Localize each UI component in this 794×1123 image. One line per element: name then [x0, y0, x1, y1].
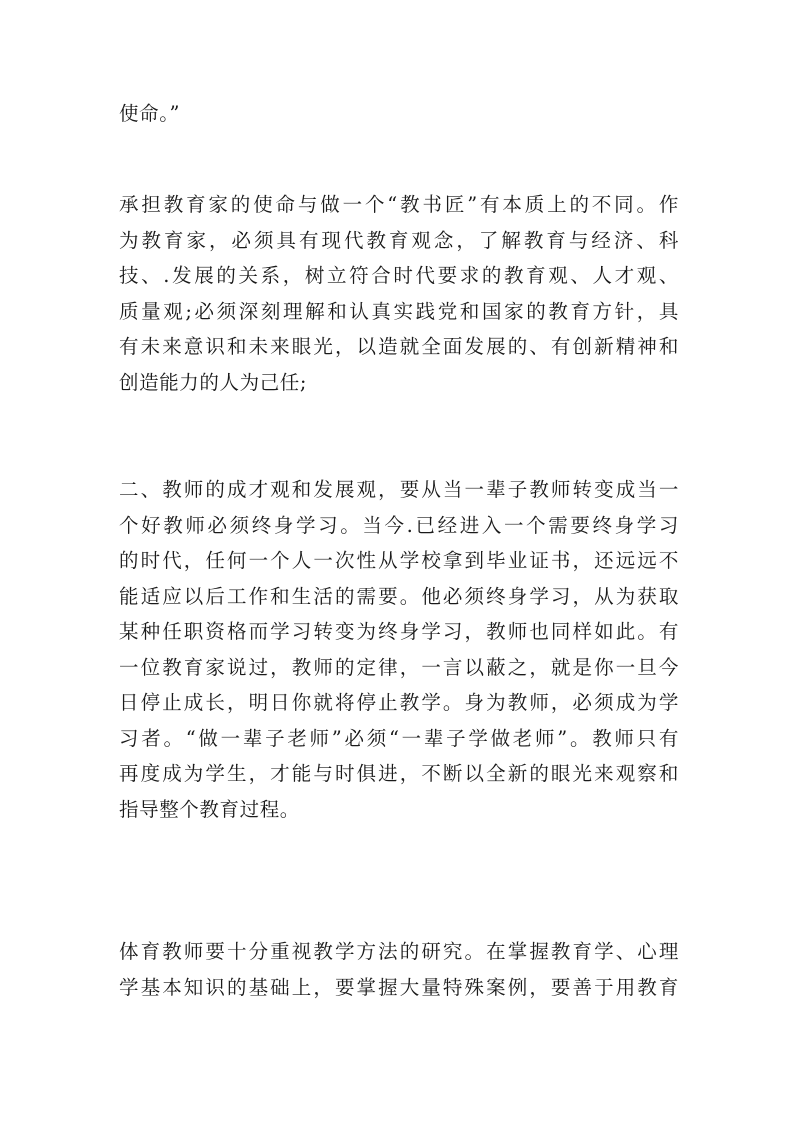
paragraph-teaching-methods	[119, 934, 679, 1005]
text-line: 体育教师要十分重视教学方法的研究。在掌握教育学、心理	[119, 940, 679, 963]
text-line: 为教育家，必须具有现代教育观念，了解教育与经济、科	[119, 228, 679, 252]
text-line: 学基本知识的基础上，要掌握大量特殊案例，要善于用教育	[119, 975, 679, 999]
text-line: 再度成为学生，才能与时俱进，不断以全新的眼光来观察和	[119, 762, 679, 785]
text-line: 一位教育家说过，教师的定律，一言以蔽之，就是你一旦今	[119, 655, 679, 679]
text-line: 质量观;必须深刻理解和认真实践党和国家的教育方针，具	[119, 299, 679, 323]
paragraph-mission-ending	[119, 96, 679, 132]
text-line: 技、.发展的关系，树立符合时代要求的教育观、人才观、	[119, 264, 679, 287]
text-line: 日停止成长，明日你就将停止教学。身为教师，必须成为学	[119, 691, 679, 714]
text-line: 的时代，任何一个人一次性从学校拿到毕业证书，还远远不	[119, 549, 679, 572]
text-line: 习者。“做一辈子老师”必须“一辈子学做老师”。教师只有	[119, 726, 679, 750]
text-line: 使命。”	[119, 102, 181, 125]
text-line: 某种任职资格而学习转变为终身学习，教师也同样如此。有	[119, 620, 679, 643]
text-line: 指导整个教育过程。	[119, 797, 300, 821]
paragraph-educator-mission	[119, 187, 679, 400]
text-line: 有未来意识和未来眼光，以造就全面发展的、有创新精神和	[119, 335, 679, 358]
text-line: 能适应以后工作和生活的需要。他必须终身学习，从为获取	[119, 584, 679, 608]
text-line: 承担教育家的使命与做一个“教书匠”有本质上的不同。作	[119, 193, 679, 216]
text-line: 二、教师的成才观和发展观，要从当一辈子教师转变成当一	[119, 478, 679, 501]
text-line: 个好教师必须终身学习。当今.已经进入一个需要终身学习	[119, 513, 679, 537]
paragraph-lifelong-learning	[119, 472, 679, 827]
text-line: 创造能力的人为己任;	[119, 370, 308, 394]
